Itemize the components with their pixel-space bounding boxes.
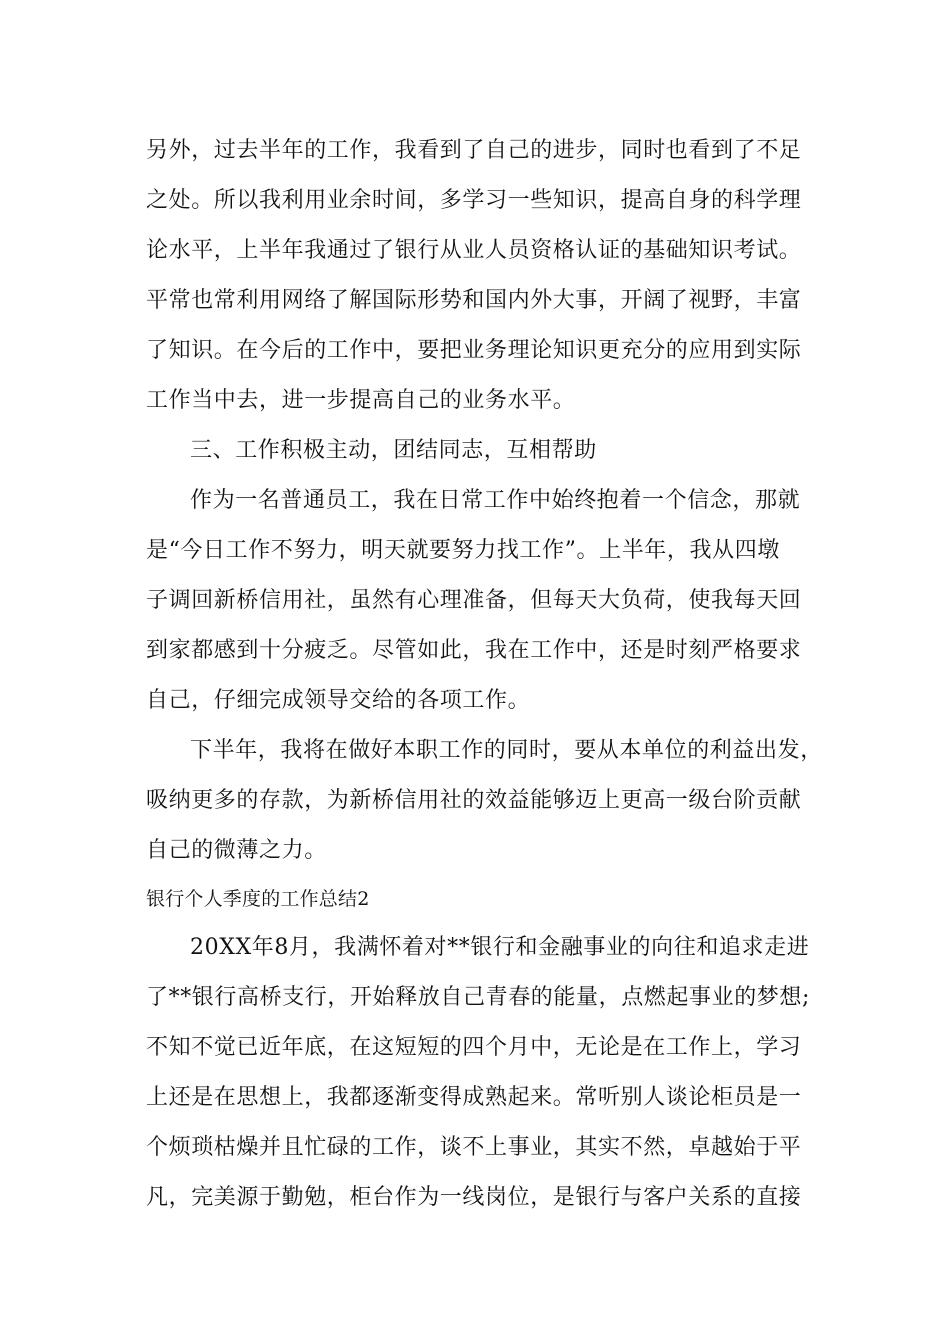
- paragraph-line: 上还是在思想上，我都逐渐变得成熟起来。常听别人谈论柜员是一: [146, 1085, 802, 1110]
- paragraph-line: 20XX年8月，我满怀着对**银行和金融事业的向往和追求走进: [190, 935, 810, 960]
- paragraph-line: 不知不觉已近年底，在这短短的四个月中，无论是在工作上，学习: [146, 1035, 802, 1060]
- paragraph-line: 吸纳更多的存款，为新桥信用社的效益能够迈上更高一级台阶贡献: [146, 788, 802, 813]
- paragraph-line: 子调回新桥信用社，虽然有心理准备，但每天大负荷，使我每天回: [146, 588, 802, 613]
- section-heading: 三、工作积极主动，团结同志，互相帮助: [190, 438, 597, 463]
- paragraph-line: 论水平，上半年我通过了银行从业人员资格认证的基础知识考试。: [146, 238, 802, 263]
- document-subtitle: 银行个人季度的工作总结2: [146, 888, 370, 910]
- paragraph-line: 自己，仔细完成领导交给的各项工作。: [146, 688, 531, 713]
- paragraph-line: 作为一名普通员工，我在日常工作中始终抱着一个信念，那就: [190, 488, 801, 513]
- paragraph-line: 是“今日工作不努力，明天就要努力找工作”。上半年，我从四墩: [146, 538, 780, 563]
- paragraph-line: 到家都感到十分疲乏。尽管如此，我在工作中，还是时刻严格要求: [146, 638, 802, 663]
- paragraph-line: 自己的微薄之力。: [146, 838, 327, 863]
- paragraph-line: 之处。所以我利用业余时间，多学习一些知识，提高自身的科学理: [146, 188, 802, 213]
- paragraph-line: 另外，过去半年的工作，我看到了自己的进步，同时也看到了不足: [146, 138, 802, 163]
- paragraph-line: 个烦琐枯燥并且忙碌的工作，谈不上事业，其实不然，卓越始于平: [146, 1135, 802, 1160]
- paragraph-line: 凡，完美源于勤勉，柜台作为一线岗位，是银行与客户关系的直接: [146, 1185, 802, 1210]
- paragraph-line: 工作当中去，进一步提高自己的业务水平。: [146, 388, 576, 413]
- paragraph-line: 下半年，我将在做好本职工作的同时，要从本单位的利益出发，: [190, 738, 823, 763]
- paragraph-line: 了**银行高桥支行，开始释放自己青春的能量，点燃起事业的梦想;: [146, 985, 811, 1010]
- paragraph-line: 平常也常利用网络了解国际形势和国内外大事，开阔了视野，丰富: [146, 288, 802, 313]
- paragraph-line: 了知识。在今后的工作中，要把业务理论知识更充分的应用到实际: [146, 338, 802, 363]
